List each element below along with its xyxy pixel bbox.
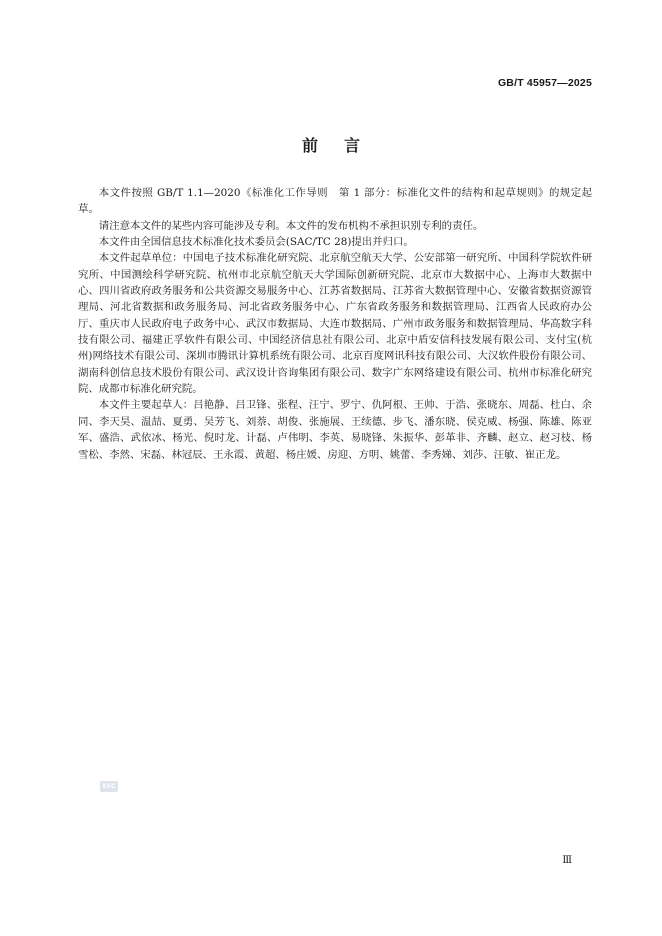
paragraph-drafting-organizations: 本文件起草单位：中国电子技术标准化研究院、北京航空航天大学、公安部第一研究所、中国科学院软件研究所、中国测绘科学研究院、杭州市北京航空航天大学国际创新研究院、北京市大数据中心、上海市大数据中心、四川省政府政务服务和公共资源交易服务中心、江苏省数据局、江苏省大数据管理中心、安徽省数据资源管理局、河北省数据和政务服务局、河北省政务服务中心、广东省政务服务和数据管理局、江西省人民政府办公厅、重庆市人民政府电子政务中心、武汉市数据局、大连市数据局、广州市政务服务和数据管理局、华高数字科技有限公司、福建正孚软件有限公司、中国经济信息社有限公司、北京中盾安信科技发展有限公司、支付宝(杭州)网络技术有限公司、深圳市腾讯计算机系统有限公司、北京百度网讯科技有限公司、大汉软件股份有限公司、湖南科创信息技术股份有限公司、武汉设计咨询集团有限公司、数字广东网络建设有限公司、杭州市标准化研究院、成都市标准化研究院。 xyxy=(78,252,592,396)
page-title: 前言 xyxy=(301,136,386,155)
document-body xyxy=(78,185,592,463)
paragraph-patent-notice: 请注意本文件的某些内容可能涉及专利。本文件的发布机构不承担识别专利的责任。 xyxy=(98,219,484,232)
paragraph-proposer: 本文件由全国信息技术标准化技术委员会(SAC/TC 28)提出并归口。 xyxy=(98,236,414,249)
paragraph-drafting-rules: 本文件按照 GB/T 1.1—2020《标准化工作导则 第 1 部分：标准化文件的结构和起草规则》的规定起草。 xyxy=(78,187,592,216)
standard-code: GB/T 45957—2025 xyxy=(497,77,592,89)
watermark-logo-icon: ESC xyxy=(100,781,118,792)
page-number: Ⅲ xyxy=(562,855,572,866)
paragraph-drafters: 本文件主要起草人：吕艳静、吕卫锋、张程、汪宁、罗宁、仇阿根、王帅、于浩、张晓东、周磊、杜白、余同、李天昊、温喆、夏勇、吴芳飞、刘萘、胡俊、张施展、王续德、步飞、潘东晓、侯克威、杨强、陈雄、陈亚军、盛浩、武依冰、杨光、倪时龙、计磊、卢伟明、李英、易晓锋、朱振华、彭革非、齐麟、赵立、赵习枝、杨雪松、李然、宋磊、林冠辰、王永霞、黄超、杨庄媛、房迎、方明、姚蕾、李秀娣、刘莎、汪敏、崔正龙。 xyxy=(78,399,592,461)
